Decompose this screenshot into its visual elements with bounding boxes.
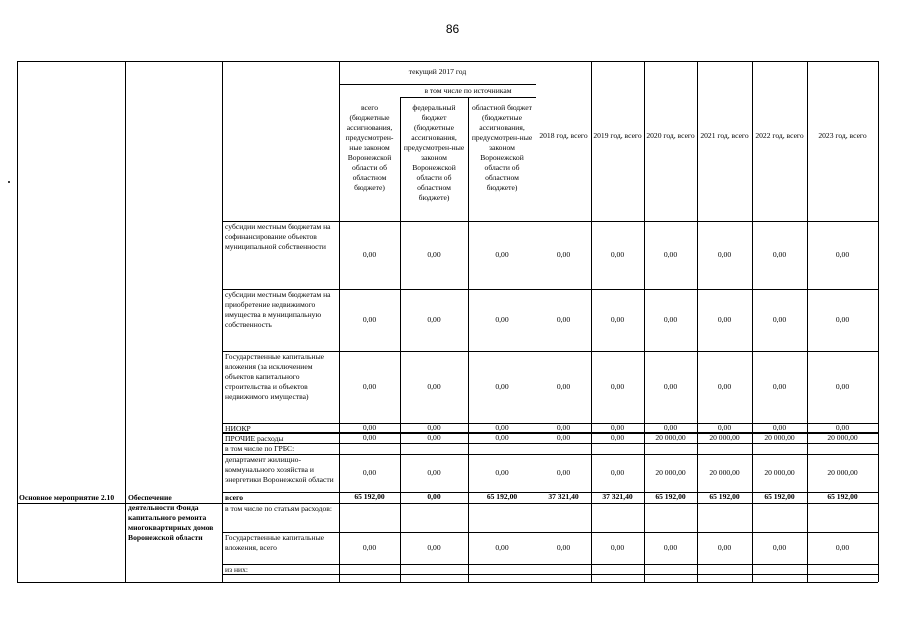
cell-value: 20 000,00 [764,468,795,477]
cell-value: 0,00 [427,250,441,259]
cell-value: 0,00 [556,433,571,442]
row-label: всего [225,493,244,502]
cell-value: 0,00 [556,543,571,552]
cell-value: 0,00 [772,543,787,552]
row-label: Государственные капитальные вложения (за исключением объектов капитального строительства и объектов недвижимого имущества) [225,352,325,401]
cell-value: 0,00 [717,382,732,391]
cell-value: 0,00 [362,315,377,324]
cell-value: 0,00 [362,543,377,552]
cell-value: 20 000,00 [709,468,740,477]
cell-value: 0,00 [835,250,850,259]
cell-value: 65 192,00 [709,492,740,501]
cell-value: 0,00 [610,433,625,442]
cell-value: 0,00 [663,543,678,552]
cell-value: 0,00 [495,315,509,324]
cell-value: 0,00 [362,250,377,259]
cell-value: 0,00 [835,423,850,432]
cell-value: 65 192,00 [486,492,518,501]
cell-value: 65 192,00 [655,492,686,501]
cell-value: 0,00 [663,315,678,324]
cell-value: 0,00 [495,468,509,477]
cell-value: 0,00 [717,315,732,324]
cell-value: 0,00 [772,315,787,324]
cell-value: 0,00 [427,433,441,442]
cell-value: 0,00 [427,382,441,391]
row-label: НИОКР [225,424,251,433]
cell-value: 65 192,00 [354,492,385,501]
activity-name: Обеспечение деятельности Фонда капитального ремонта многоквартирных домов Воронежской области [128,493,214,542]
cell-value: 0,00 [362,382,377,391]
cell-value: 0,00 [663,423,678,432]
cell-value: 0,00 [427,315,441,324]
cell-value: 20 000,00 [655,433,686,442]
cell-value: 0,00 [772,250,787,259]
cell-value: 0,00 [556,468,571,477]
header-federal: федеральный бюджет (бюджетные ассигнования, предусмотрен-ные законом Воронежской области об областном бюджете) [403,103,465,202]
header-regional: областной бюджет (бюджетные ассигнования, предусмотрен-ные законом Воронежской области об областном бюджете) [471,103,533,192]
cell-value: 37 321,40 [548,492,579,501]
row-label: субсидии местным бюджетам на приобретение недвижимого имущества в муниципальную собственность [225,290,331,329]
cell-value: 0,00 [427,423,441,432]
budget-table [17,61,878,582]
cell-value: 0,00 [362,423,377,432]
row-label: субсидии местным бюджетам на софинансирование объектов муниципальной собственности [225,222,331,251]
cell-value: 0,00 [610,315,625,324]
cell-value: 20 000,00 [709,433,740,442]
cell-value: 0,00 [835,543,850,552]
cell-value: 0,00 [556,423,571,432]
cell-value: 0,00 [495,543,509,552]
header-year: 2019 год, всего [593,131,642,140]
cell-value: 0,00 [610,382,625,391]
cell-value: 0,00 [495,423,509,432]
cell-value: 0,00 [663,250,678,259]
cell-value: 0,00 [835,315,850,324]
header-total: всего (бюджетные ассигнования, предусмотрен-ные законом Воронежской области об областном бюджете) [345,103,394,192]
header-year: 2022 год, всего [755,131,804,140]
cell-value: 0,00 [556,315,571,324]
cell-value: 0,00 [495,382,509,391]
cell-value: 0,00 [427,543,441,552]
header-by-sources: в том числе по источникам [424,86,512,95]
margin-dot [8,181,10,183]
cell-value: 0,00 [610,423,625,432]
cell-value: 0,00 [717,543,732,552]
header-year: 2021 год, всего [700,131,749,140]
cell-value: 0,00 [772,423,787,432]
row-label: из них: [225,565,248,574]
cell-value: 20 000,00 [764,433,795,442]
page-number: 86 [445,22,460,36]
cell-value: 0,00 [362,468,377,477]
cell-value: 0,00 [772,382,787,391]
cell-value: 0,00 [362,433,377,442]
header-current-year: текущий 2017 год [408,67,467,76]
row-label: ПРОЧИЕ расходы [225,434,284,443]
cell-value: 0,00 [610,468,625,477]
cell-value: 0,00 [427,492,441,501]
row-label: Государственные капитальные вложения, всего [225,533,325,552]
cell-value: 20 000,00 [655,468,686,477]
cell-value: 0,00 [717,423,732,432]
cell-value: 0,00 [610,543,625,552]
cell-value: 20 000,00 [827,433,858,442]
cell-value: 37 321,40 [602,492,633,501]
cell-value: 0,00 [556,382,571,391]
cell-value: 0,00 [427,468,441,477]
cell-value: 0,00 [610,250,625,259]
header-year: 2023 год, всего [818,131,867,140]
cell-value: 0,00 [556,250,571,259]
cell-value: 0,00 [663,382,678,391]
table-hline [400,97,536,98]
table-vline [878,61,879,582]
cell-value: 65 192,00 [827,492,858,501]
cell-value: 0,00 [495,250,509,259]
table-hline [339,84,536,85]
row-label: департамент жилищно-коммунального хозяйства и энергетики Воронежской области [225,455,334,484]
row-label: в том числе по статьям расходов: [225,504,332,513]
activity-code: Основное мероприятие 2.10 [19,493,115,502]
cell-value: 0,00 [495,433,509,442]
cell-value: 65 192,00 [764,492,795,501]
cell-value: 0,00 [717,250,732,259]
cell-value: 0,00 [835,382,850,391]
table-hline [17,61,878,62]
table-hline [17,582,878,583]
cell-value: 20 000,00 [827,468,858,477]
row-label: в том числе по ГРБС: [225,444,295,453]
header-year: 2018 год, всего [539,131,588,140]
header-year: 2020 год, всего [646,131,695,140]
